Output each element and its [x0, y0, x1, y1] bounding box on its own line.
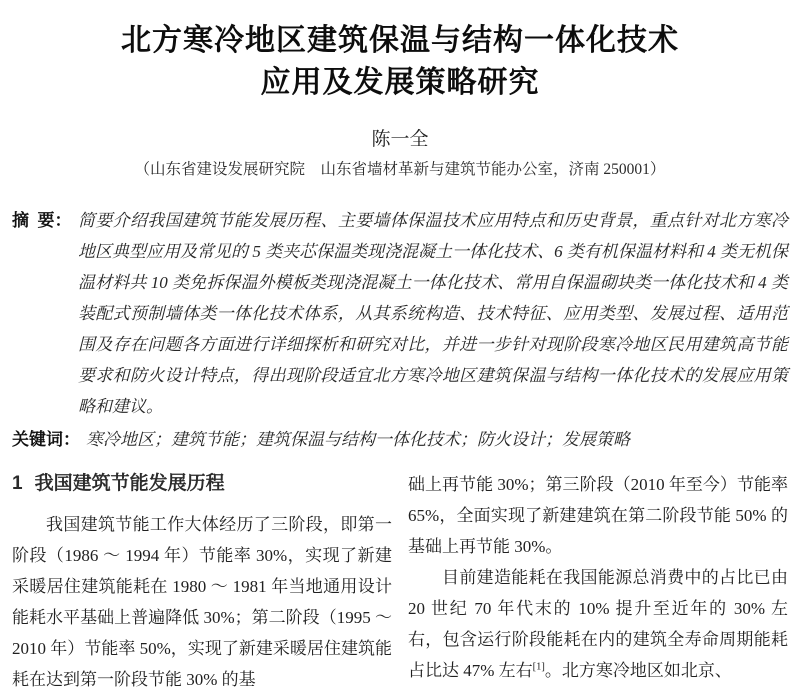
paper-title-line1: 北方寒冷地区建筑保温与结构一体化技术: [121, 24, 679, 57]
abstract-block: [12, 205, 788, 422]
author-name: 陈一全: [371, 129, 429, 150]
keywords-block: [12, 424, 788, 455]
left-column: [12, 469, 392, 694]
keywords-text: 寒冷地区；建筑节能；建筑保温与结构一体化技术；防火设计；发展策略: [86, 430, 630, 449]
section-1-paragraph-1: 我国建筑节能工作大体经历了三阶段，即第一阶段（1986 ～ 1994 年）节能率 30%，实现了新建采暖居住建筑能耗在 1980 ～ 1981 年当地通用设计能耗水平基础上普遍降低 30%；第二阶段（1995 ～ 2010 年）节能率 50%，实现了新建采暖居住建筑能耗在达到第一阶段节能 30% 的基: [12, 515, 392, 689]
paragraph-2-tail: 。北方寒冷地区如北京、: [544, 661, 732, 680]
paragraph-2-text: 目前建造能耗在我国能源总消费中的占比已由 20 世纪 70 年代末的 10% 提升至近年的 30% 左右，包含运行阶段能耗在内的建筑全寿命周期能耗占比达 47% 左右: [408, 568, 788, 680]
section-1-number: 1: [12, 473, 23, 494]
paper-title: [12, 20, 788, 104]
right-column: [408, 469, 788, 694]
section-1-paragraph-1-continued: 础上再节能 30%；第三阶段（2010 年至今）节能率 65%，全面实现了新建建筑在第二阶段节能 50% 的基础上再节能 30%。: [408, 475, 788, 556]
section-1-title: 我国建筑节能发展历程: [34, 473, 225, 494]
citation-ref-1: [1]: [532, 661, 545, 673]
author-affiliation: （山东省建设发展研究院 山东省墙材革新与建筑节能办公室，济南 250001）: [134, 161, 666, 178]
section-1-paragraph-2: [408, 562, 788, 686]
abstract-text: 简要介绍我国建筑节能发展历程、主要墙体保温技术应用特点和历史背景，重点针对北方寒冷地区典型应用及常见的 5 类夹芯保温类现浇混凝土一体化技术、6 类有机保温材料和 4 类无机保温材料共 10 类免拆保温外模板类现浇混凝土一体化技术、常用自保温砌块类一体化技术和 4 类装配式预制墙体类一体化技术体系，从其系统构造、技术特征、应用类型、发展过程、适用范围及存在问题各方面进行详细探析和研究对比，并进一步针对现阶段寒冷地区民用建筑高节能要求和防火设计特点，得出现阶段适宜北方寒冷地区建筑保温与结构一体化技术的发展应用策略和建议。: [78, 211, 788, 416]
keywords-label: 关键词：: [12, 430, 80, 449]
paper-title-line2: 应用及发展策略研究: [260, 66, 540, 99]
body-columns: [12, 469, 788, 694]
abstract-label: 摘 要：: [12, 211, 72, 230]
section-1-heading: [12, 471, 392, 497]
